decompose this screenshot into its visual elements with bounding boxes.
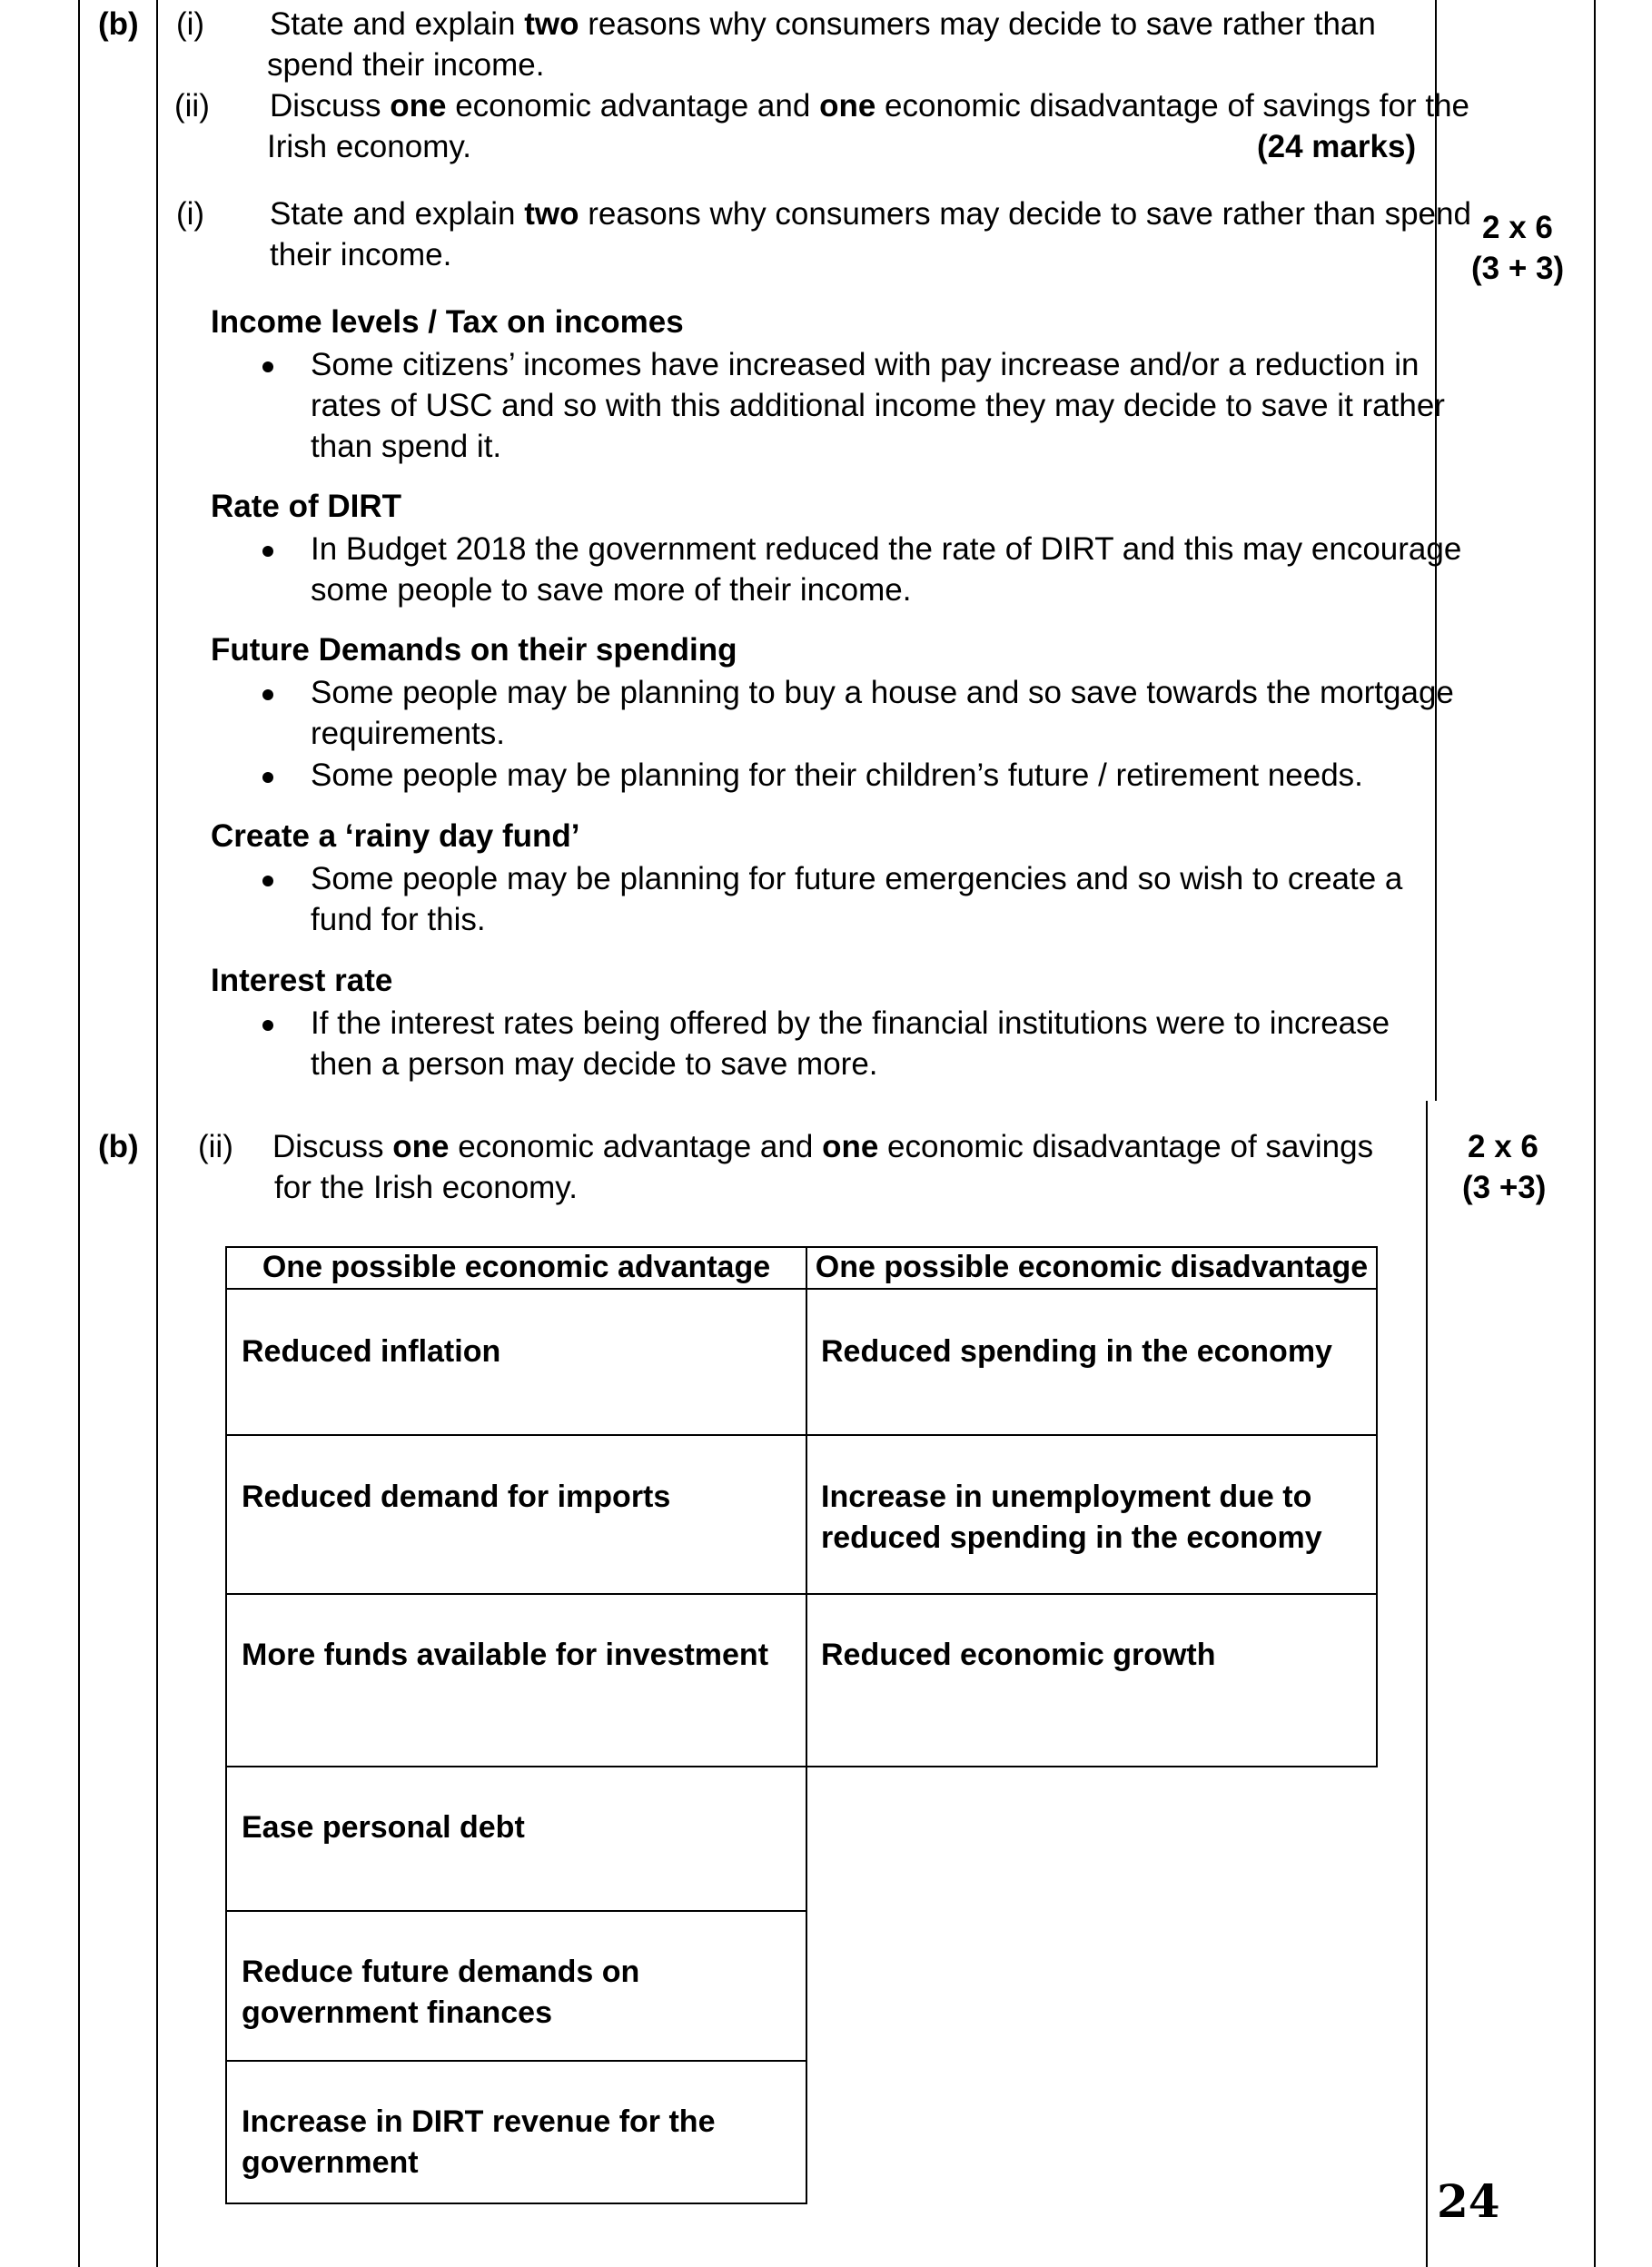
answer-i-marks-line2: (3 + 3) [1471, 251, 1565, 286]
section-label: (b) [98, 6, 139, 42]
reason-heading: Income levels / Tax on incomes [211, 304, 684, 340]
answer-i-line2: their income. [270, 237, 452, 272]
reason-heading: Future Demands on their spending [211, 632, 737, 668]
answer-ii-section-label: (b) [98, 1129, 139, 1164]
advantage-text: Reduced inflation [242, 1334, 501, 1369]
answer-ii-line1: Discuss one economic advantage and one economic disadvantage of savings [272, 1129, 1374, 1164]
reason-bullet-line: than spend it. [311, 429, 502, 464]
reason-bullet-line: fund for this. [311, 902, 486, 937]
table-row [225, 1593, 807, 1767]
reason-bullet-line: some people to save more of their income. [311, 572, 912, 608]
marks-column-rule-lower [1426, 1101, 1428, 2267]
answer-i-line1: State and explain two reasons why consumers may decide to save rather than spend [270, 196, 1471, 232]
disadvantage-text: Reduced economic growth [821, 1638, 1216, 1672]
advantage-text: government [242, 2145, 419, 2180]
advantage-text: More funds available for investment [242, 1638, 769, 1672]
advantage-text: Ease personal debt [242, 1810, 525, 1845]
reason-bullet-line: Some people may be planning to buy a house and so save towards the mortgage [311, 675, 1454, 710]
reason-bullet-line: rates of USC and so with this additional income they may decide to save it rather [311, 388, 1445, 423]
answer-ii-marks-line1: 2 x 6 [1468, 1129, 1538, 1164]
bullet-icon [262, 876, 273, 886]
question-part-i-label: (i) [176, 6, 205, 42]
reason-bullet-line: Some citizens’ incomes have increased with pay increase and/or a reduction in [311, 347, 1420, 382]
reason-bullet-line: requirements. [311, 716, 505, 751]
advantage-text: government finances [242, 1995, 552, 2030]
bullet-icon [262, 772, 273, 783]
question-marks: (24 marks) [1257, 129, 1417, 164]
reason-bullet-line: In Budget 2018 the government reduced the rate of DIRT and this may encourage [311, 531, 1462, 567]
reason-heading: Interest rate [211, 963, 393, 998]
bullet-icon [262, 1020, 273, 1031]
advantage-text: Reduce future demands on [242, 1955, 640, 1989]
disadvantage-text: reduced spending in the economy [821, 1520, 1322, 1555]
disadvantage-text: Increase in unemployment due to [821, 1480, 1312, 1514]
page-number: 24 [1437, 2174, 1500, 2228]
label-column-rule [156, 0, 158, 2267]
reason-bullet-line: then a person may decide to save more. [311, 1046, 878, 1082]
left-margin-rule [78, 0, 80, 2267]
advantage-text: Increase in DIRT revenue for the [242, 2104, 716, 2139]
right-margin-rule-upper [1594, 0, 1596, 1101]
bullet-icon [262, 361, 273, 372]
disadvantage-text: Reduced spending in the economy [821, 1334, 1332, 1369]
question-part-ii-line2: Irish economy. [267, 129, 471, 164]
bullet-icon [262, 689, 273, 700]
question-part-i-line2: spend their income. [267, 47, 545, 83]
bullet-icon [262, 546, 273, 557]
reason-bullet-line: Some people may be planning for future emergencies and so wish to create a [311, 861, 1403, 896]
answer-i-marks-line1: 2 x 6 [1482, 210, 1553, 245]
question-part-ii-line1: Discuss one economic advantage and one economic disadvantage of savings for the [270, 88, 1470, 124]
answer-i-label: (i) [176, 196, 205, 232]
right-margin-rule-lower [1594, 1101, 1596, 2267]
reason-heading: Create a ‘rainy day fund’ [211, 818, 580, 854]
advantage-text: Reduced demand for imports [242, 1480, 671, 1514]
question-part-ii-label: (ii) [174, 88, 210, 124]
table-row [806, 1593, 1378, 1767]
answer-ii-line2: for the Irish economy. [274, 1170, 578, 1205]
reason-bullet-line: Some people may be planning for their children’s future / retirement needs. [311, 757, 1363, 793]
answer-ii-label: (ii) [198, 1129, 233, 1164]
table-header-advantage: One possible economic advantage [262, 1250, 771, 1284]
reason-heading: Rate of DIRT [211, 489, 401, 524]
question-part-i-line1: State and explain two reasons why consumers may decide to save rather than [270, 6, 1376, 42]
answer-ii-marks-line2: (3 +3) [1462, 1170, 1547, 1205]
reason-bullet-line: If the interest rates being offered by the financial institutions were to increase [311, 1005, 1390, 1041]
table-header-disadvantage: One possible economic disadvantage [815, 1250, 1369, 1284]
